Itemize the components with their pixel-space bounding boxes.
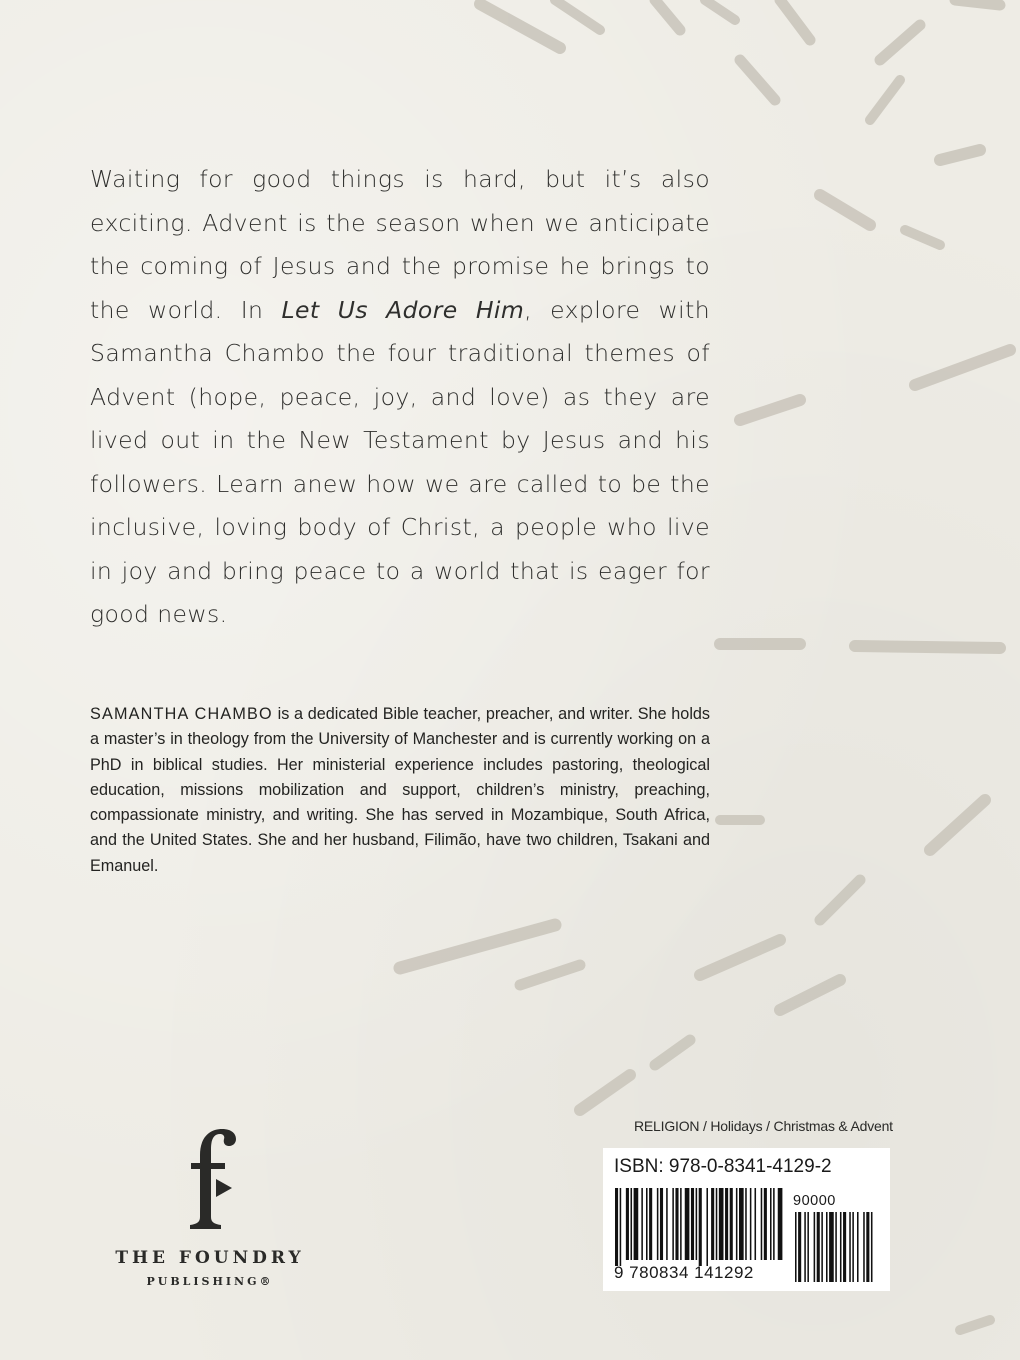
book-title-italic: Let Us Adore Him [281,295,525,324]
foundry-f-logo-icon [170,1125,250,1235]
publisher-name: THE FOUNDRY [115,1248,305,1268]
author-bio-text: is a dedicated Bible teacher, preacher, and writer. She holds a master’s in theology from the University of Manchester and is currently working on a PhD in biblical studies. Her ministerial experience includes pastoring, theological education, missions mobilization and support, children’s ministry, preaching, compassionate ministry, and writing. She has served in Mozambique, South Africa, and the United States. She and her husband, Filimão, have two children, Tsakani and Emanuel. [90,705,711,875]
author-name: SAMANTHA CHAMBO [90,705,273,723]
description-text-part2: , explore with Samantha Chambo the four traditional themes of Advent (hope, peace, joy, and love) as they are lived out in the New Testament by Jesus and his followers. Learn anew how we are called to be the inclusive, loving body of Christ, a people who live in joy and bring peace to a world that is eager for good news. [90,295,710,628]
book-description [90,158,710,637]
price-code: 90000 [793,1193,836,1209]
author-bio [90,702,710,879]
bisac-category: RELIGION / Holidays / Christmas & Advent [634,1118,893,1134]
publisher-subname: PUBLISHING® [146,1275,274,1288]
isbn-barcode [603,1148,890,1291]
description-text-part1: Waiting for good things is hard, but it’s also exciting. Advent is the season when we anticipate the coming of Jesus and the promise he brings to the world. In [90,165,710,324]
ean-digits: 9 780834 141292 [614,1263,754,1282]
isbn-label: ISBN: 978-0-8341-4129-2 [614,1156,832,1177]
